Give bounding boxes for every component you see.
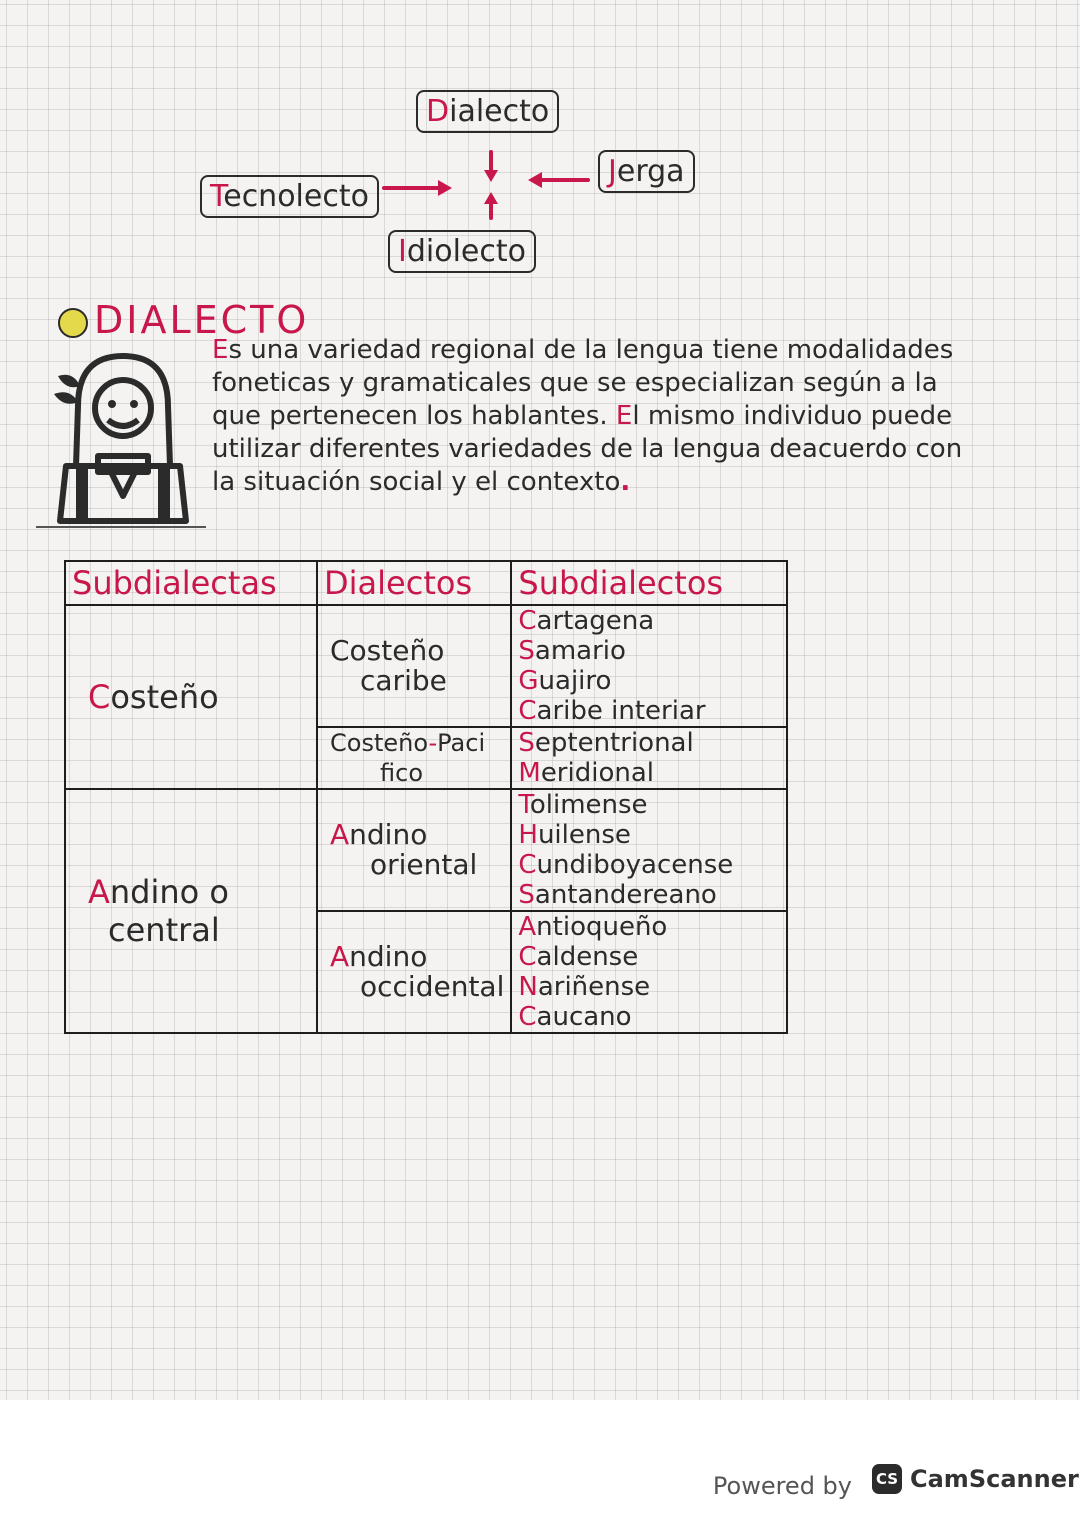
diagram-initial: J bbox=[608, 154, 617, 189]
list-item: Antioqueño bbox=[518, 912, 668, 942]
dialect-label: oriental bbox=[370, 848, 478, 881]
paragraph-initial: E bbox=[212, 335, 229, 365]
diagram-label: diolecto bbox=[406, 234, 526, 269]
list-item: Caldense bbox=[518, 942, 639, 972]
region-label: Andino o bbox=[88, 873, 229, 911]
table-header: Dialectos bbox=[317, 561, 511, 605]
subdialect-cell bbox=[511, 911, 787, 1033]
list-item: Cartagena bbox=[518, 606, 655, 636]
subdialect-cell bbox=[511, 727, 787, 789]
paragraph-initial: E bbox=[615, 401, 633, 431]
list-item: Caribe interiar bbox=[518, 696, 706, 726]
bullet-dot-icon bbox=[58, 308, 88, 338]
dialect-cell bbox=[317, 911, 511, 1033]
diagram-label: ialecto bbox=[449, 94, 550, 129]
divider bbox=[36, 526, 206, 528]
dialect-label: fico bbox=[380, 759, 423, 787]
camscanner-brand: CamScanner bbox=[910, 1465, 1079, 1493]
section-title: DIALECTO bbox=[58, 298, 309, 342]
table-row bbox=[65, 605, 787, 727]
region-initial: C bbox=[88, 678, 111, 716]
indigenous-person-icon bbox=[48, 346, 198, 526]
dialects-table bbox=[64, 560, 788, 1034]
dialect-label: Costeño-Paci bbox=[330, 729, 486, 757]
dialect-label: occidental bbox=[360, 970, 505, 1003]
dialect-cell bbox=[317, 789, 511, 911]
region-label: osteño bbox=[110, 678, 219, 716]
diagram-initial: I bbox=[398, 234, 407, 269]
camscanner-icon: CS bbox=[872, 1464, 902, 1494]
paragraph-text: l mismo individuo puede utilizar diferentes variedades de la lengua deacuerdo con la situación social y el contexto bbox=[212, 401, 963, 497]
dialect-label: Andino bbox=[330, 940, 428, 973]
region-cell bbox=[65, 789, 317, 1033]
diagram-label: ecnolecto bbox=[223, 179, 369, 214]
list-item: Cundiboyacense bbox=[518, 850, 734, 880]
list-item: Tolimense bbox=[518, 790, 648, 820]
list-item: Septentrional bbox=[518, 728, 694, 758]
arrowhead-icon bbox=[438, 180, 452, 196]
definition-paragraph bbox=[212, 334, 982, 499]
list-item: Samario bbox=[518, 636, 626, 666]
table-row bbox=[65, 789, 787, 911]
subdialect-cell bbox=[511, 789, 787, 911]
list-item: Nariñense bbox=[518, 972, 651, 1002]
dialect-cell bbox=[317, 605, 511, 727]
dialect-label: Costeño bbox=[330, 634, 445, 667]
diagram-arrows bbox=[0, 0, 1080, 300]
dialect-label: caribe bbox=[360, 664, 447, 697]
table-header-row bbox=[65, 561, 787, 605]
list-item: Huilense bbox=[518, 820, 631, 850]
list-item: Caucano bbox=[518, 1002, 632, 1032]
dialect-cell bbox=[317, 727, 511, 789]
subdialect-cell bbox=[511, 605, 787, 727]
arrowhead-icon bbox=[484, 192, 498, 204]
region-cell bbox=[65, 605, 317, 789]
table-header: Subdialectas bbox=[65, 561, 317, 605]
arrowhead-icon bbox=[484, 170, 498, 182]
list-item: Santandereano bbox=[518, 880, 717, 910]
diagram-initial: T bbox=[210, 179, 224, 214]
paragraph-period: . bbox=[620, 467, 631, 497]
table-header: Subdialectos bbox=[511, 561, 787, 605]
diagram-label: erga bbox=[616, 154, 685, 189]
camscanner-logo bbox=[872, 1464, 1079, 1494]
paragraph-text: s una variedad regional de la lengua tiene modalidades foneticas y gramaticales que se especializan según a la que pertenecen los hablantes. bbox=[212, 335, 954, 431]
powered-by-text: Powered by bbox=[712, 1472, 852, 1500]
region-label: central bbox=[108, 911, 220, 949]
dialect-label: Andino bbox=[330, 818, 428, 851]
arrowhead-icon bbox=[528, 172, 542, 188]
diagram-initial: D bbox=[426, 94, 450, 129]
list-item: Meridional bbox=[518, 758, 654, 788]
list-item: Guajiro bbox=[518, 666, 612, 696]
